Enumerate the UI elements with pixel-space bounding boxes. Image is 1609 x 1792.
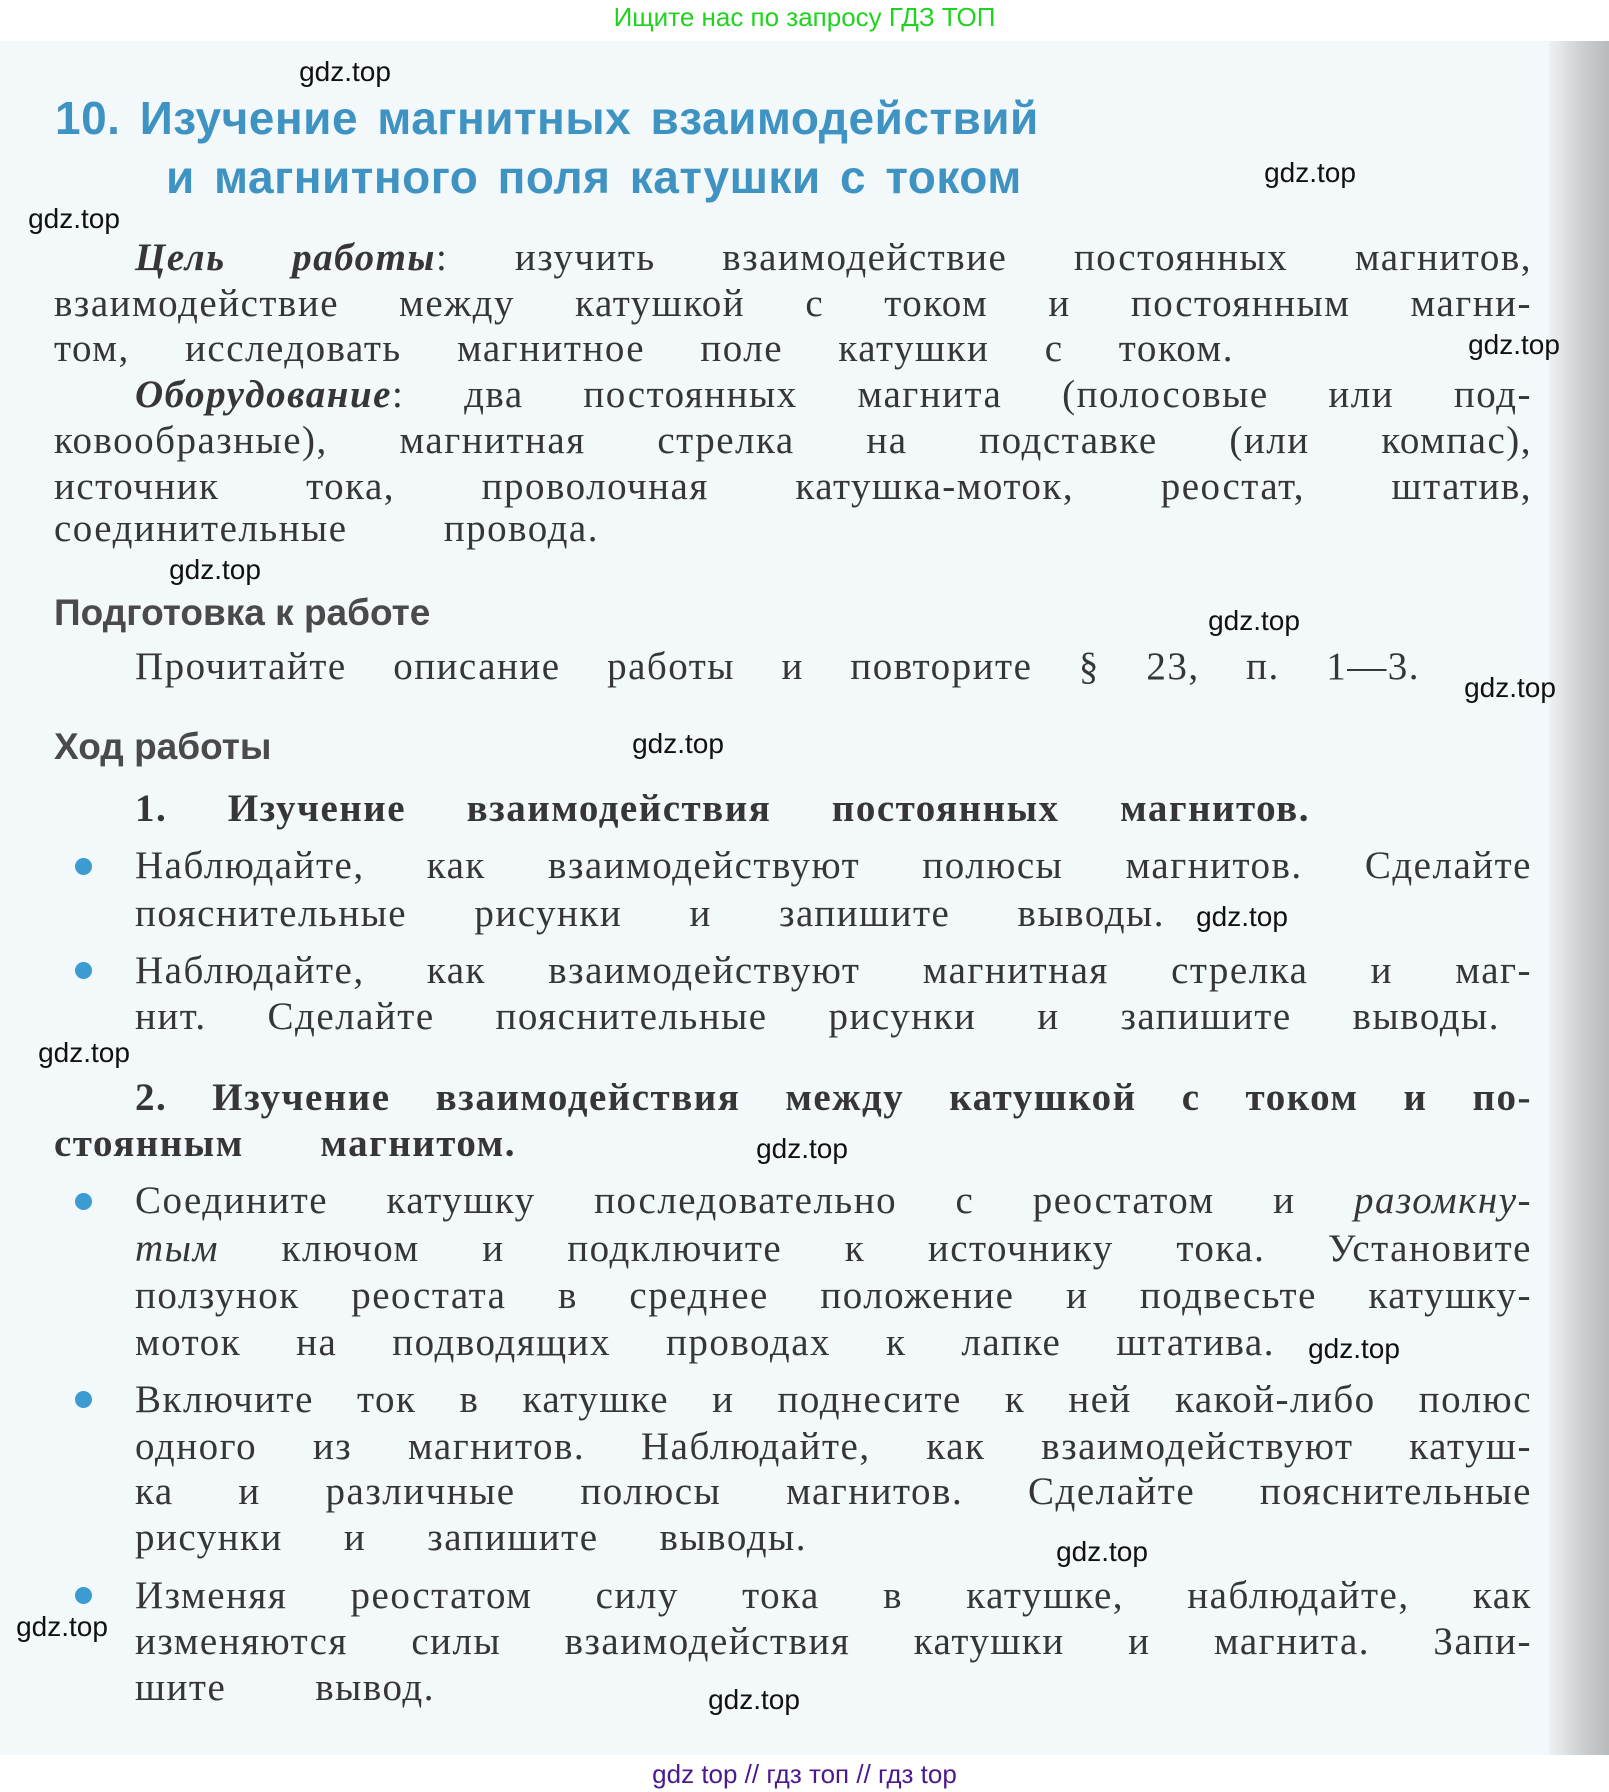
bullet-icon bbox=[75, 1193, 92, 1210]
step2-bullet1-line3: ползунок реостата в среднее положение и подвесьте катушку- bbox=[135, 1274, 1532, 1317]
watermark: gdz.top bbox=[1468, 329, 1560, 360]
watermark: gdz.top bbox=[299, 56, 391, 87]
text: ключом и подключите к источнику тока. Установите bbox=[218, 1227, 1532, 1270]
preparation-heading: Подготовка к работе bbox=[54, 592, 431, 633]
equipment-label: Оборудование bbox=[135, 373, 392, 416]
watermark: gdz.top bbox=[632, 728, 724, 759]
italic-text: разомкну- bbox=[1354, 1179, 1532, 1222]
step1-bullet1-line1: Наблюдайте, как взаимодействуют полюсы магнитов. Сделайте bbox=[135, 844, 1532, 887]
title-line-1: 10. Изучение магнитных взаимодействий bbox=[55, 92, 1039, 144]
watermark: gdz.top bbox=[1196, 901, 1288, 932]
watermark: gdz.top bbox=[38, 1037, 130, 1068]
top-banner: Ищите нас по запросу ГДЗ ТОП bbox=[613, 2, 996, 32]
equipment-line-4: соединительные провода. bbox=[54, 507, 599, 550]
step2-bullet3-line2: изменяются силы взаимодействия катушки и магнита. Запи- bbox=[135, 1620, 1532, 1663]
bullet-icon bbox=[75, 1587, 92, 1604]
page-edge-shadow bbox=[1549, 41, 1609, 1755]
step2-bullet2-line2: одного из магнитов. Наблюдайте, как взаимодействуют катуш- bbox=[135, 1425, 1532, 1468]
procedure-heading: Ход работы bbox=[54, 726, 272, 767]
step2-bullet2-line3: ка и различные полюсы магнитов. Сделайте пояснительные bbox=[135, 1470, 1532, 1513]
step1-bullet1-line2: пояснительные рисунки и запишите выводы. bbox=[135, 892, 1165, 935]
step2-bullet1-line2 bbox=[135, 1226, 1532, 1272]
bullet-icon bbox=[75, 962, 92, 979]
step1-title: 1. Изучение взаимодействия постоянных магнитов. bbox=[135, 787, 1310, 830]
step2-bullet2-line1: Включите ток в катушке и поднесите к ней какой-либо полюс bbox=[135, 1378, 1532, 1421]
step2-bullet3-line1: Изменяя реостатом силу тока в катушке, наблюдайте, как bbox=[135, 1574, 1532, 1617]
goal-line-1 bbox=[135, 235, 1532, 281]
step2-bullet1-line4: моток на подводящих проводах к лапке штатива. bbox=[135, 1321, 1275, 1364]
title-line-2: и магнитного поля катушки с током bbox=[166, 151, 1022, 203]
step2-title-line1: 2. Изучение взаимодействия между катушкой с током и по- bbox=[135, 1076, 1532, 1119]
step2-title-line2: стоянным магнитом. bbox=[54, 1122, 516, 1165]
watermark: gdz.top bbox=[1264, 157, 1356, 188]
watermark: gdz.top bbox=[708, 1684, 800, 1715]
watermark: gdz.top bbox=[169, 554, 261, 585]
step1-bullet2-line2: нит. Сделайте пояснительные рисунки и запишите выводы. bbox=[135, 995, 1500, 1038]
step2-bullet3-line3: шите вывод. bbox=[135, 1666, 435, 1709]
goal-text: : изучить взаимодействие постоянных магнитов, bbox=[435, 236, 1532, 279]
watermark: gdz.top bbox=[1464, 672, 1556, 703]
watermark: gdz.top bbox=[1308, 1333, 1400, 1364]
goal-line-2: взаимодействие между катушкой с током и постоянным магни- bbox=[54, 282, 1532, 325]
equipment-text: : два постоянных магнита (полосовые или под- bbox=[391, 373, 1532, 416]
watermark: gdz.top bbox=[1208, 605, 1300, 636]
watermark: gdz.top bbox=[16, 1611, 108, 1642]
bullet-icon bbox=[75, 858, 92, 875]
bullet-icon bbox=[75, 1391, 92, 1408]
equipment-line-2: ковообразные), магнитная стрелка на подставке (или компас), bbox=[54, 419, 1532, 462]
step1-bullet2-line1: Наблюдайте, как взаимодействуют магнитная стрелка и маг- bbox=[135, 949, 1532, 992]
italic-text: тым bbox=[135, 1227, 219, 1270]
watermark: gdz.top bbox=[756, 1133, 848, 1164]
equipment-line-1 bbox=[135, 372, 1532, 418]
text: Соедините катушку последовательно с реостатом и bbox=[135, 1179, 1354, 1222]
step2-bullet1-line1 bbox=[135, 1178, 1532, 1224]
equipment-line-3: источник тока, проволочная катушка-моток, реостат, штатив, bbox=[54, 465, 1532, 508]
preparation-text: Прочитайте описание работы и повторите § 23, п. 1—3. bbox=[135, 645, 1420, 688]
goal-line-3: том, исследовать магнитное поле катушки с током. bbox=[54, 327, 1234, 370]
watermark: gdz.top bbox=[28, 203, 120, 234]
goal-label: Цель работы bbox=[135, 236, 436, 279]
step2-bullet2-line4: рисунки и запишите выводы. bbox=[135, 1516, 807, 1559]
bottom-banner: gdz top // гдз топ // гдз top bbox=[652, 1759, 957, 1789]
watermark: gdz.top bbox=[1056, 1536, 1148, 1567]
